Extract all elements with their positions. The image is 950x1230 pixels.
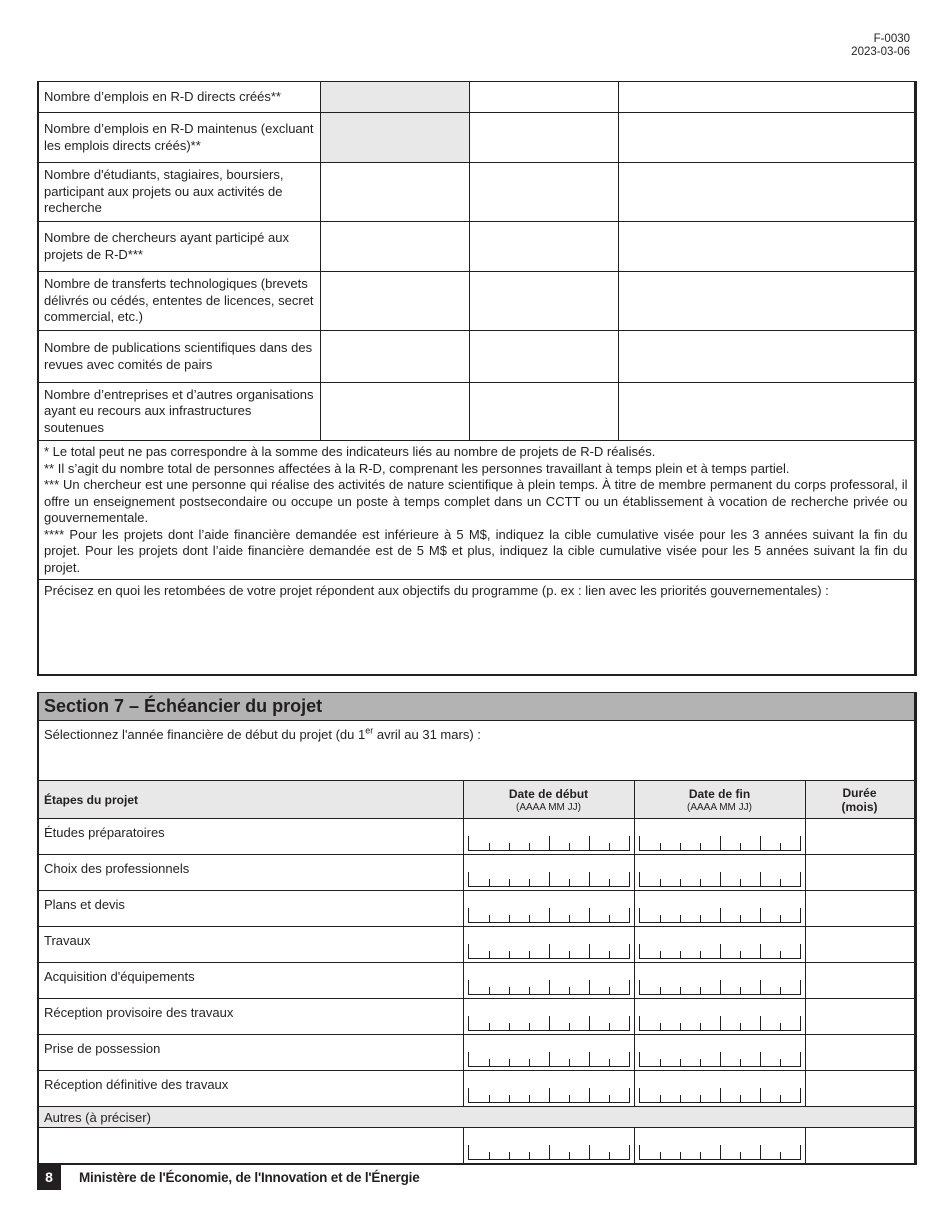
indicator-label: Nombre d’entreprises et d’autres organisations ayant eu recours aux infrastructures soutenues — [38, 383, 320, 441]
date-fin-input[interactable] — [634, 1071, 805, 1107]
date-debut-input[interactable] — [463, 819, 634, 855]
date-comb — [639, 980, 801, 995]
date-comb — [639, 944, 801, 959]
form-code: F-0030 — [873, 33, 910, 45]
table-row — [38, 222, 915, 272]
indicator-input[interactable] — [618, 82, 915, 113]
table-row — [38, 163, 915, 222]
step-label: Réception définitive des travaux — [38, 1071, 463, 1107]
indicators-table — [37, 81, 917, 676]
col-header-duree: Durée (mois) — [805, 781, 915, 819]
date-fin-input[interactable] — [634, 819, 805, 855]
date-comb — [468, 836, 630, 851]
retombees-field[interactable] — [38, 580, 915, 676]
duree-input[interactable] — [805, 819, 915, 855]
indicator-input[interactable] — [320, 272, 469, 331]
col-header-etapes: Étapes du projet — [38, 781, 463, 819]
step-label: Études préparatoires — [38, 819, 463, 855]
page-number: 8 — [37, 1164, 61, 1190]
fiscal-year-label: Sélectionnez l'année financière de début du projet (du 1er avril au 31 mars) : — [44, 726, 481, 743]
indicator-input[interactable] — [618, 331, 915, 383]
date-comb — [468, 980, 630, 995]
date-comb — [639, 1052, 801, 1067]
date-debut-input[interactable] — [463, 1035, 634, 1071]
table-row — [38, 331, 915, 383]
autres-label: Autres (à préciser) — [38, 1107, 915, 1128]
indicator-cell-disabled — [320, 82, 469, 113]
date-comb — [468, 872, 630, 887]
date-comb — [639, 1088, 801, 1103]
autres-step-input[interactable] — [38, 1128, 463, 1165]
table-row — [38, 1035, 915, 1071]
indicator-input[interactable] — [469, 222, 618, 272]
duree-input[interactable] — [805, 999, 915, 1035]
date-debut-input[interactable] — [463, 999, 634, 1035]
table-row — [38, 272, 915, 331]
date-comb — [468, 1052, 630, 1067]
duree-input[interactable] — [805, 855, 915, 891]
indicator-label: Nombre de transferts technologiques (brevets délivrés ou cédés, ententes de licences, secret commercial, etc.) — [38, 272, 320, 331]
table-row — [38, 1071, 915, 1107]
step-label: Plans et devis — [38, 891, 463, 927]
date-comb — [639, 908, 801, 923]
date-fin-input[interactable] — [634, 1128, 805, 1165]
form-date: 2023-03-06 — [851, 46, 910, 58]
indicator-label: Nombre d’emplois en R-D directs créés** — [38, 82, 320, 113]
table-row — [38, 819, 915, 855]
table-row — [38, 999, 915, 1035]
date-debut-input[interactable] — [463, 1071, 634, 1107]
table-row — [38, 927, 915, 963]
indicator-input[interactable] — [320, 331, 469, 383]
indicator-input[interactable] — [469, 331, 618, 383]
footnote: ** Il s’agit du nombre total de personnes affectées à la R-D, comprenant les personnes travaillant à temps plein et à temps partiel. — [44, 460, 790, 476]
fiscal-year-select[interactable] — [38, 721, 915, 781]
indicator-label: Nombre d’emplois en R-D maintenus (excluant les emplois directs créés)** — [38, 113, 320, 163]
duree-input[interactable] — [805, 963, 915, 999]
step-label: Prise de possession — [38, 1035, 463, 1071]
table-row-autres — [38, 1128, 915, 1165]
date-debut-input[interactable] — [463, 963, 634, 999]
indicator-input[interactable] — [618, 222, 915, 272]
col-header-date-debut: Date de début (AAAA MM JJ) — [463, 781, 634, 819]
page-footer — [37, 1164, 420, 1190]
duree-input[interactable] — [805, 1071, 915, 1107]
date-comb — [468, 908, 630, 923]
indicator-input[interactable] — [469, 383, 618, 441]
notes-row — [38, 441, 915, 580]
date-fin-input[interactable] — [634, 1035, 805, 1071]
schedule-table — [37, 692, 917, 1165]
indicator-input[interactable] — [320, 163, 469, 222]
date-debut-input[interactable] — [463, 1128, 634, 1165]
indicator-input[interactable] — [320, 222, 469, 272]
precisez-row — [38, 580, 915, 676]
step-label: Acquisition d'équipements — [38, 963, 463, 999]
ministry-name: Ministère de l'Économie, de l'Innovation et de l'Énergie — [79, 1169, 420, 1185]
duree-input[interactable] — [805, 1128, 915, 1165]
table-row — [38, 383, 915, 441]
footnote: * Le total peut ne pas correspondre à la somme des indicateurs liés au nombre de projets de R-D réalisés. — [44, 444, 656, 459]
date-fin-input[interactable] — [634, 999, 805, 1035]
indicator-input[interactable] — [469, 82, 618, 113]
duree-input[interactable] — [805, 1035, 915, 1071]
footnote: **** Pour les projets dont l’aide financière demandée est inférieure à 5 M$, indiquez la cible cumulative visée pour les 3 années suivant la fin du projet. Pour les projets dont l’aide financière demandée est de 5 M$ et plus, indiquez la cible cumulative visée pour les 5 années suivant la fin du projet. — [44, 526, 908, 575]
date-debut-input[interactable] — [463, 855, 634, 891]
date-comb — [639, 1016, 801, 1031]
indicator-label: Nombre d'étudiants, stagiaires, boursiers, participant aux projets ou aux activités de recherche — [38, 163, 320, 222]
indicator-input[interactable] — [618, 272, 915, 331]
date-fin-input[interactable] — [634, 891, 805, 927]
indicator-input[interactable] — [618, 383, 915, 441]
footnote: *** Un chercheur est une personne qui réalise des activités de nature scientifique à plein temps. À titre de membre permanent du corps professoral, il offre un enseignement postsecondaire ou occupe un poste à temps complet dans un CCTT ou un établissement à vocation de recherche privée ou gouvernementale. — [44, 477, 908, 525]
retombees-label: Précisez en quoi les retombées de votre projet répondent aux objectifs du programme (p. ex : lien avec les priorités gouvernementales) : — [44, 583, 829, 598]
table-row — [38, 891, 915, 927]
step-label: Réception provisoire des travaux — [38, 999, 463, 1035]
indicator-label: Nombre de chercheurs ayant participé aux projets de R-D*** — [38, 222, 320, 272]
duree-input[interactable] — [805, 891, 915, 927]
indicator-cell-disabled — [320, 113, 469, 163]
indicator-input[interactable] — [618, 163, 915, 222]
table-row — [38, 113, 915, 163]
date-comb — [639, 872, 801, 887]
section-title: Section 7 – Échéancier du projet — [38, 693, 915, 721]
date-fin-input[interactable] — [634, 927, 805, 963]
table-row — [38, 82, 915, 113]
date-fin-input[interactable] — [634, 963, 805, 999]
footnotes — [38, 441, 915, 580]
date-comb — [468, 1016, 630, 1031]
duree-input[interactable] — [805, 927, 915, 963]
indicator-input[interactable] — [469, 272, 618, 331]
date-comb — [468, 1145, 630, 1160]
table-row — [38, 963, 915, 999]
date-comb — [468, 944, 630, 959]
form-identifier — [851, 33, 910, 59]
step-label: Choix des professionnels — [38, 855, 463, 891]
indicator-input[interactable] — [469, 113, 618, 163]
indicator-input[interactable] — [618, 113, 915, 163]
indicator-input[interactable] — [320, 383, 469, 441]
col-header-date-fin: Date de fin (AAAA MM JJ) — [634, 781, 805, 819]
table-row — [38, 855, 915, 891]
step-label: Travaux — [38, 927, 463, 963]
date-fin-input[interactable] — [634, 855, 805, 891]
indicator-label: Nombre de publications scientifiques dans des revues avec comités de pairs — [38, 331, 320, 383]
date-comb — [468, 1088, 630, 1103]
indicator-input[interactable] — [469, 163, 618, 222]
date-comb — [639, 1145, 801, 1160]
date-comb — [639, 836, 801, 851]
date-debut-input[interactable] — [463, 927, 634, 963]
date-debut-input[interactable] — [463, 891, 634, 927]
